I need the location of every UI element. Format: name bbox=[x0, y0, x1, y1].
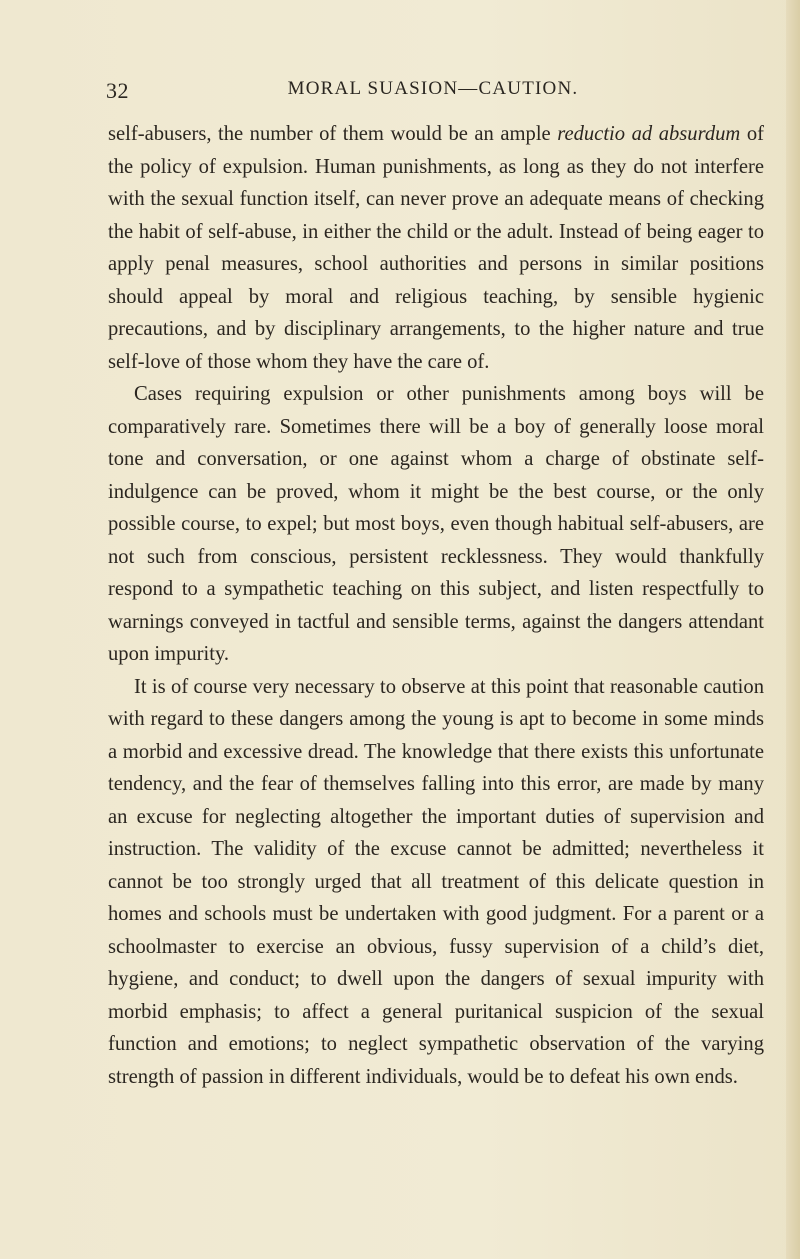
latin-phrase: reductio ad absurdum bbox=[557, 123, 741, 145]
page-edge bbox=[786, 0, 800, 1259]
page-header bbox=[106, 78, 760, 106]
paragraph-1-text-start: self-abusers, the number of them would be an ample bbox=[108, 123, 558, 145]
paragraph-3: It is of course very necessary to observe at this point that reasonable caution with regard to these dangers among the young is apt to become in some minds a morbid and excessive dread. The knowledge that there exists this unfortunate tendency, and the fear of themselves falling into this error, are made by many an excuse for neglecting altogether the important duties of supervision and instruction. The validity of the excuse cannot be admitted; nevertheless it cannot be too strongly urged that all treatment of this delicate question in homes and schools must be undertaken with good judgment. For a parent or a schoolmaster to exercise an obvious, fussy supervision of a child’s diet, hygiene, and conduct; to dwell upon the dangers of sexual impurity with morbid emphasis; to affect a general puritanical suspicion of the sexual function and emotions; to neglect sympathetic observation of the varying strength of passion in different individuals, would be to defeat his own ends. bbox=[108, 675, 764, 1088]
page-number: 32 bbox=[106, 78, 129, 103]
body-text bbox=[108, 118, 764, 1093]
paragraph-1-text-end: of the policy of expulsion. Human punishments, as long as they do not interfere with the sexual function itself, can never prove an adequate means of checking the habit of self-abuse, in either the child or the adult. Instead of being eager to apply penal measures, school authorities and persons in similar positions should appeal by moral and religious teaching, by sensible hygienic precautions, and by disciplinary arrangements, to the higher nature and true self-love of those whom they have the care of. bbox=[108, 123, 764, 373]
paragraph-2: Cases requiring expulsion or other punishments among boys will be comparatively rare. Sometimes there will be a boy of generally loose moral tone and conversation, or one against whom a charge of obstinate self-indulgence can be proved, whom it might be the best course, or the only possible course, to expel; but most boys, even though habitual self-abusers, are not such from conscious, persistent recklessness. They would thankfully respond to a sympathetic teaching on this subject, and listen respectfully to warnings conveyed in tactful and sensible terms, against the dangers attendant upon impurity. bbox=[108, 383, 764, 665]
paragraph-1 bbox=[108, 118, 764, 378]
running-head: MORAL SUASION—CAUTION. bbox=[287, 78, 579, 99]
